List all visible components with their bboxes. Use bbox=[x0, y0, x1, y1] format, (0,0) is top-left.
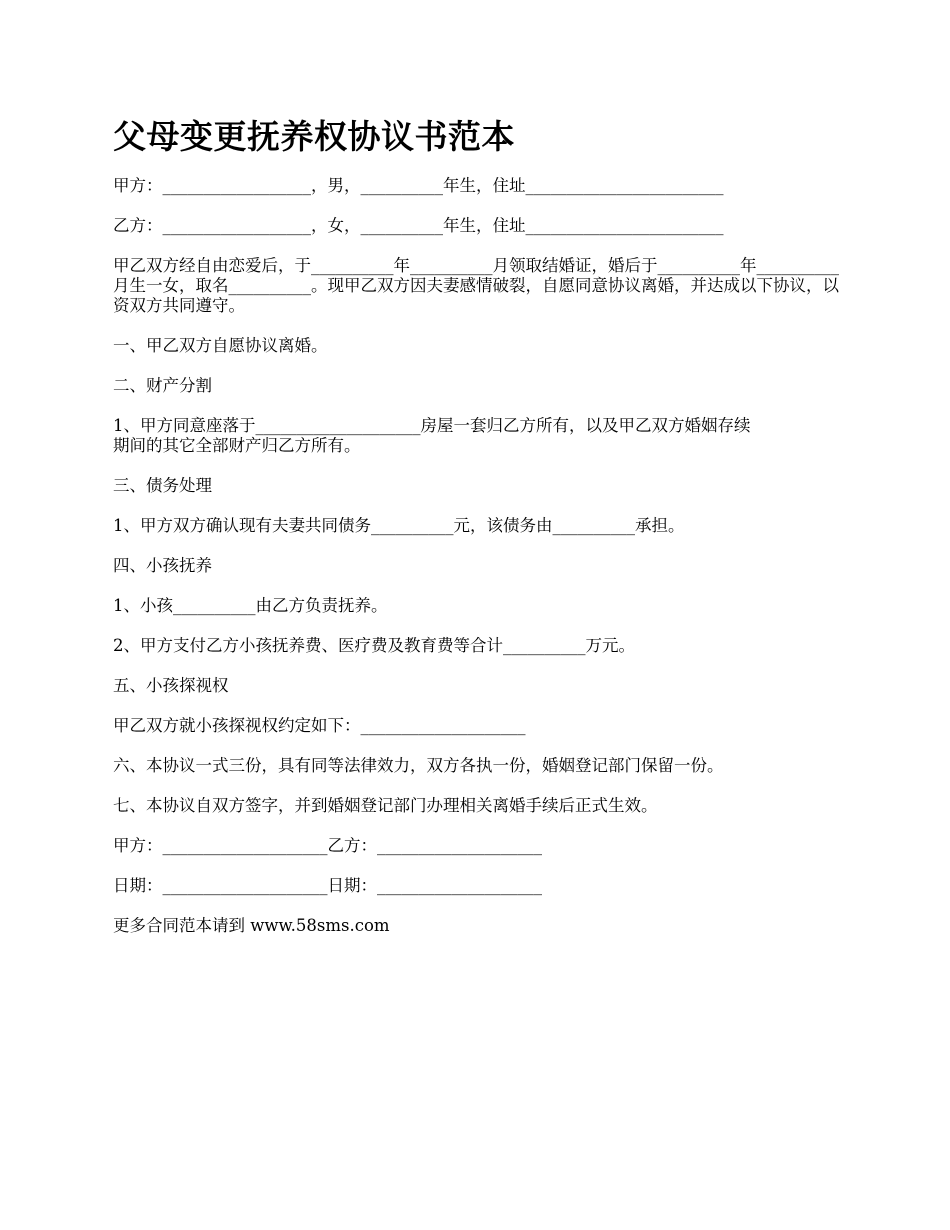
section-heading-visitation: 五、小孩探视权 bbox=[113, 676, 229, 695]
section-heading-debt: 三、债务处理 bbox=[113, 476, 212, 495]
clause-7-effective: 七、本协议自双方签字，并到婚姻登记部门办理相关离婚手续后正式生效。 bbox=[113, 796, 658, 815]
date-line: 日期：____________________日期：____________________ bbox=[113, 876, 542, 895]
clause-property-1: 1、甲方同意座落于____________________房屋一套归乙方所有，以及甲乙双方婚姻存续 期间的其它全部财产归乙方所有。 bbox=[113, 416, 751, 455]
clause-debt-1: 1、甲方双方确认现有夫妻共同债务__________元，该债务由__________承担。 bbox=[113, 516, 685, 535]
clause-visitation: 甲乙双方就小孩探视权约定如下：____________________ bbox=[113, 716, 526, 735]
footer-note: 更多合同范本请到 www.58sms.com bbox=[113, 916, 390, 935]
section-heading-child-custody: 四、小孩抚养 bbox=[113, 556, 212, 575]
clause-1-divorce: 一、甲乙双方自愿协议离婚。 bbox=[113, 336, 328, 355]
section-heading-property: 二、财产分割 bbox=[113, 376, 212, 395]
party-b-info: 乙方：__________________，女，__________年生，住址________________________ bbox=[113, 216, 724, 235]
signature-line: 甲方：____________________乙方：____________________ bbox=[113, 836, 542, 855]
clause-child-custody-2: 2、甲方支付乙方小孩抚养费、医疗费及教育费等合计__________万元。 bbox=[113, 636, 635, 655]
clause-6-copies: 六、本协议一式三份，具有同等法律效力，双方各执一份，婚姻登记部门保留一份。 bbox=[113, 756, 724, 775]
party-a-info: 甲方：__________________，男，__________年生，住址________________________ bbox=[113, 176, 724, 195]
preamble-paragraph: 甲乙双方经自由恋爱后，于__________年__________月领取结婚证，婚后于__________年__________月生一女，取名__________。现甲乙双方因夫妻感情破裂，自愿同意协议离婚，并达成以下协议，以资双方共同遵守。 bbox=[113, 256, 839, 315]
document-page bbox=[113, 112, 853, 956]
document-title: 父母变更抚养权协议书范本 bbox=[113, 117, 515, 156]
clause-child-custody-1: 1、小孩__________由乙方负责抚养。 bbox=[113, 596, 388, 615]
